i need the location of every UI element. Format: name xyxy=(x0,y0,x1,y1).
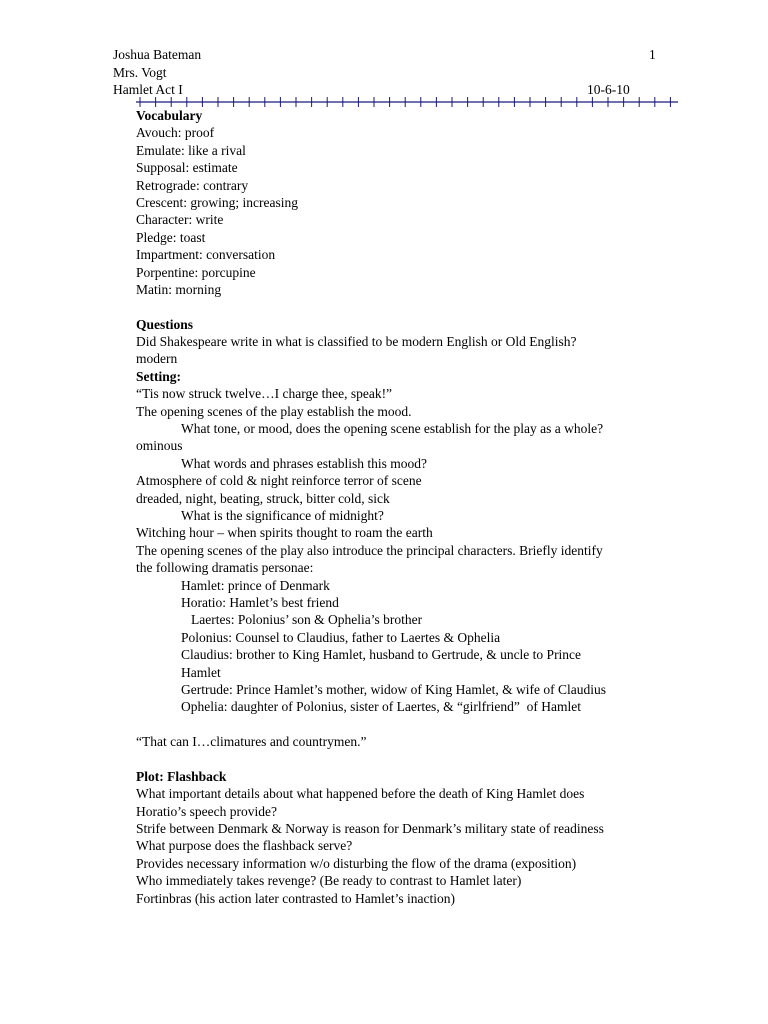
vocab-item: Avouch: proof xyxy=(136,125,215,141)
teacher-name: Mrs. Vogt xyxy=(113,65,167,80)
vocab-item: Supposal: estimate xyxy=(136,160,238,176)
answer-text: ominous xyxy=(136,438,183,454)
character-entry: Ophelia: daughter of Polonius, sister of Laertes, & “girlfriend” of Hamlet xyxy=(181,699,582,715)
date: 10-6-10 xyxy=(587,82,630,97)
vocab-item: Crescent: growing; increasing xyxy=(136,194,298,210)
answer-text: Strife between Denmark & Norway is reason for Denmark’s military state of readiness xyxy=(136,821,604,837)
character-entry: Hamlet: prince of Denmark xyxy=(181,577,330,593)
character-entry: Laertes: Polonius’ son & Ophelia’s brother xyxy=(191,612,423,628)
answer-text: modern xyxy=(136,351,178,367)
quote-text: “That can I…climatures and countrymen.” xyxy=(136,734,367,750)
question-text: Horatio’s speech provide? xyxy=(136,803,277,819)
question-text: What words and phrases establish this mood? xyxy=(181,455,427,471)
spacer xyxy=(136,298,656,315)
questions-heading: Questions xyxy=(136,316,194,332)
vocab-item: Pledge: toast xyxy=(136,229,206,245)
page-number: 1 xyxy=(649,47,656,62)
answer-text: Atmosphere of cold & night reinforce terror of scene xyxy=(136,473,422,489)
character-entry: Polonius: Counsel to Claudius, father to Laertes & Ophelia xyxy=(181,629,501,645)
vocab-item: Porpentine: porcupine xyxy=(136,264,256,280)
character-entry: Hamlet xyxy=(181,664,221,680)
question-text: Did Shakespeare write in what is classified to be modern English or Old English? xyxy=(136,334,577,350)
vocab-item: Emulate: like a rival xyxy=(136,142,246,158)
vocab-item: Retrograde: contrary xyxy=(136,177,249,193)
paragraph-text: The opening scenes of the play establish the mood. xyxy=(136,403,412,419)
paragraph-text: The opening scenes of the play also introduce the principal characters. Briefly identify xyxy=(136,542,603,558)
character-entry: Claudius: brother to King Hamlet, husband to Gertrude, & uncle to Prince xyxy=(181,647,582,663)
spacer xyxy=(136,716,656,733)
answer-text: dreaded, night, beating, struck, bitter cold, sick xyxy=(136,490,390,506)
question-text: What purpose does the flashback serve? xyxy=(136,838,353,854)
setting-heading: Setting: xyxy=(136,368,181,384)
question-text: What important details about what happened before the death of King Hamlet does xyxy=(136,786,585,802)
quote-text: “Tis now struck twelve…I charge thee, speak!” xyxy=(136,386,393,402)
character-entry: Horatio: Hamlet’s best friend xyxy=(181,594,339,610)
spacer xyxy=(136,750,656,767)
vocabulary-heading: Vocabulary xyxy=(136,108,203,123)
question-text: What is the significance of midnight? xyxy=(181,507,384,523)
student-name: Joshua Bateman xyxy=(113,47,202,62)
vocab-item: Character: write xyxy=(136,212,224,228)
vocab-item: Impartment: conversation xyxy=(136,247,276,263)
plot-heading: Plot: Flashback xyxy=(136,768,227,784)
answer-text: Provides necessary information w/o disturbing the flow of the drama (exposition) xyxy=(136,855,577,871)
character-entry: Gertrude: Prince Hamlet’s mother, widow of King Hamlet, & wife of Claudius xyxy=(181,681,606,697)
assignment-title: Hamlet Act I xyxy=(113,82,183,97)
answer-text: Fortinbras (his action later contrasted to Hamlet’s inaction) xyxy=(136,890,456,906)
question-text: What tone, or mood, does the opening scene establish for the play as a whole? xyxy=(181,421,604,437)
paragraph-text: the following dramatis personae: xyxy=(136,560,314,576)
answer-text: Witching hour – when spirits thought to roam the earth xyxy=(136,525,433,541)
question-text: Who immediately takes revenge? (Be ready to contrast to Hamlet later) xyxy=(136,873,522,889)
document-body xyxy=(136,107,656,907)
vocab-item: Matin: morning xyxy=(136,281,222,297)
